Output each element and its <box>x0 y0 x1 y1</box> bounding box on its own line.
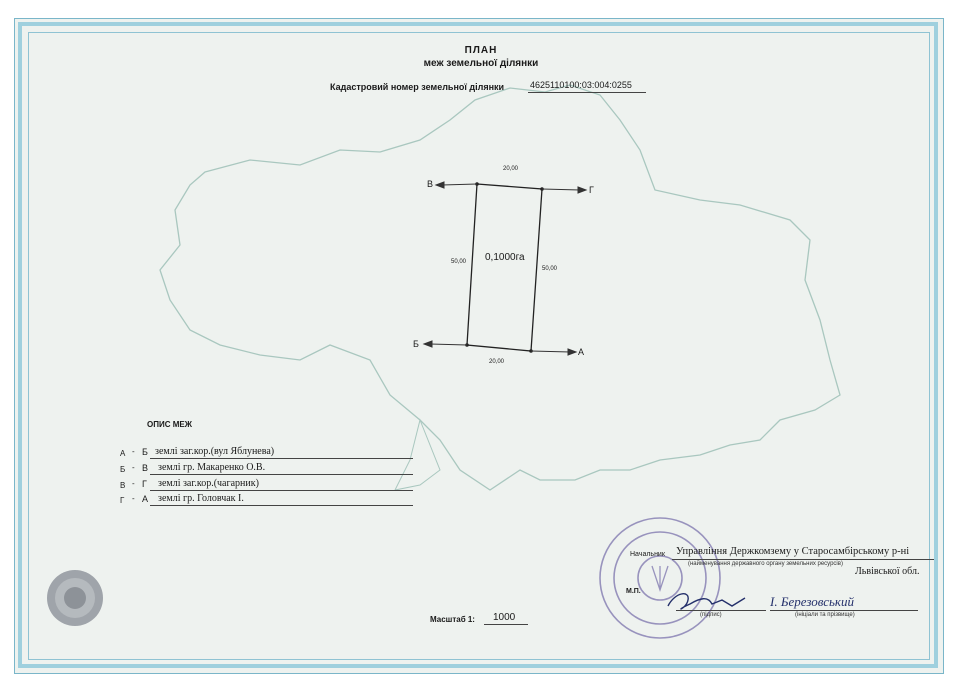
office-caption: (найменування державного органу земельних ресурсів) <box>688 561 843 567</box>
parcel-polygon <box>467 184 542 351</box>
scale-label: Масштаб 1: <box>430 615 475 624</box>
cadastral-number: 4625110100:03:004:0255 <box>530 80 632 90</box>
side-left-length: 50,00 <box>451 259 467 265</box>
office-region: Львівської обл. <box>855 566 920 577</box>
scale-value: 1000 <box>493 612 516 623</box>
boundaries-heading: ОПИС МЕЖ <box>147 420 192 429</box>
official-stamp <box>600 518 720 638</box>
arrow-v <box>442 184 477 185</box>
boundary-text: землі гр. Головчак І. <box>158 493 244 504</box>
point-v-label: В <box>427 179 434 189</box>
side-right-length: 50,00 <box>542 266 558 272</box>
cadastral-underline <box>528 92 646 93</box>
office-name: Управління Держкомзему у Старосамбірському р-ні <box>676 546 910 557</box>
boundary-from: В <box>120 481 126 490</box>
boundary-from: Б <box>120 465 126 474</box>
arrow-g <box>542 189 580 190</box>
document-title: ПЛАН <box>464 45 498 56</box>
name-caption: (ініціали та прізвище) <box>795 612 855 618</box>
boundary-to: В <box>142 463 149 473</box>
boundary-to: Г <box>142 479 147 489</box>
point-g-label: Г <box>589 185 594 195</box>
signature-caption: (підпис) <box>700 612 722 618</box>
signer-name: І. Березовський <box>770 594 855 609</box>
boundary-from: А <box>120 449 126 458</box>
document-subtitle: меж земельної ділянки <box>423 58 539 69</box>
side-bottom-length: 20,00 <box>489 359 505 365</box>
side-top-length: 20,00 <box>503 166 519 172</box>
point-b-label: Б <box>413 339 419 349</box>
seal-label: М.П. <box>626 588 641 595</box>
map-outline <box>160 85 840 490</box>
parcel-area: 0,1000га <box>485 252 525 263</box>
boundary-to: Б <box>142 447 148 457</box>
boundary-text: землі заг.кор.(вул Яблунева) <box>155 446 275 457</box>
head-label: Начальник <box>630 551 665 558</box>
boundary-text: землі заг.кор.(чагарник) <box>158 478 259 489</box>
seal-left <box>47 570 103 626</box>
point-a-label: А <box>578 347 585 357</box>
cadastral-label: Кадастровий номер земельної ділянки <box>330 82 505 92</box>
arrow-a <box>531 351 570 352</box>
signature-scribble <box>668 594 745 609</box>
boundary-text: землі гр. Макаренко О.В. <box>158 462 266 473</box>
boundary-from: Г <box>120 496 125 505</box>
boundary-to: А <box>142 494 149 504</box>
arrow-b <box>430 344 467 345</box>
